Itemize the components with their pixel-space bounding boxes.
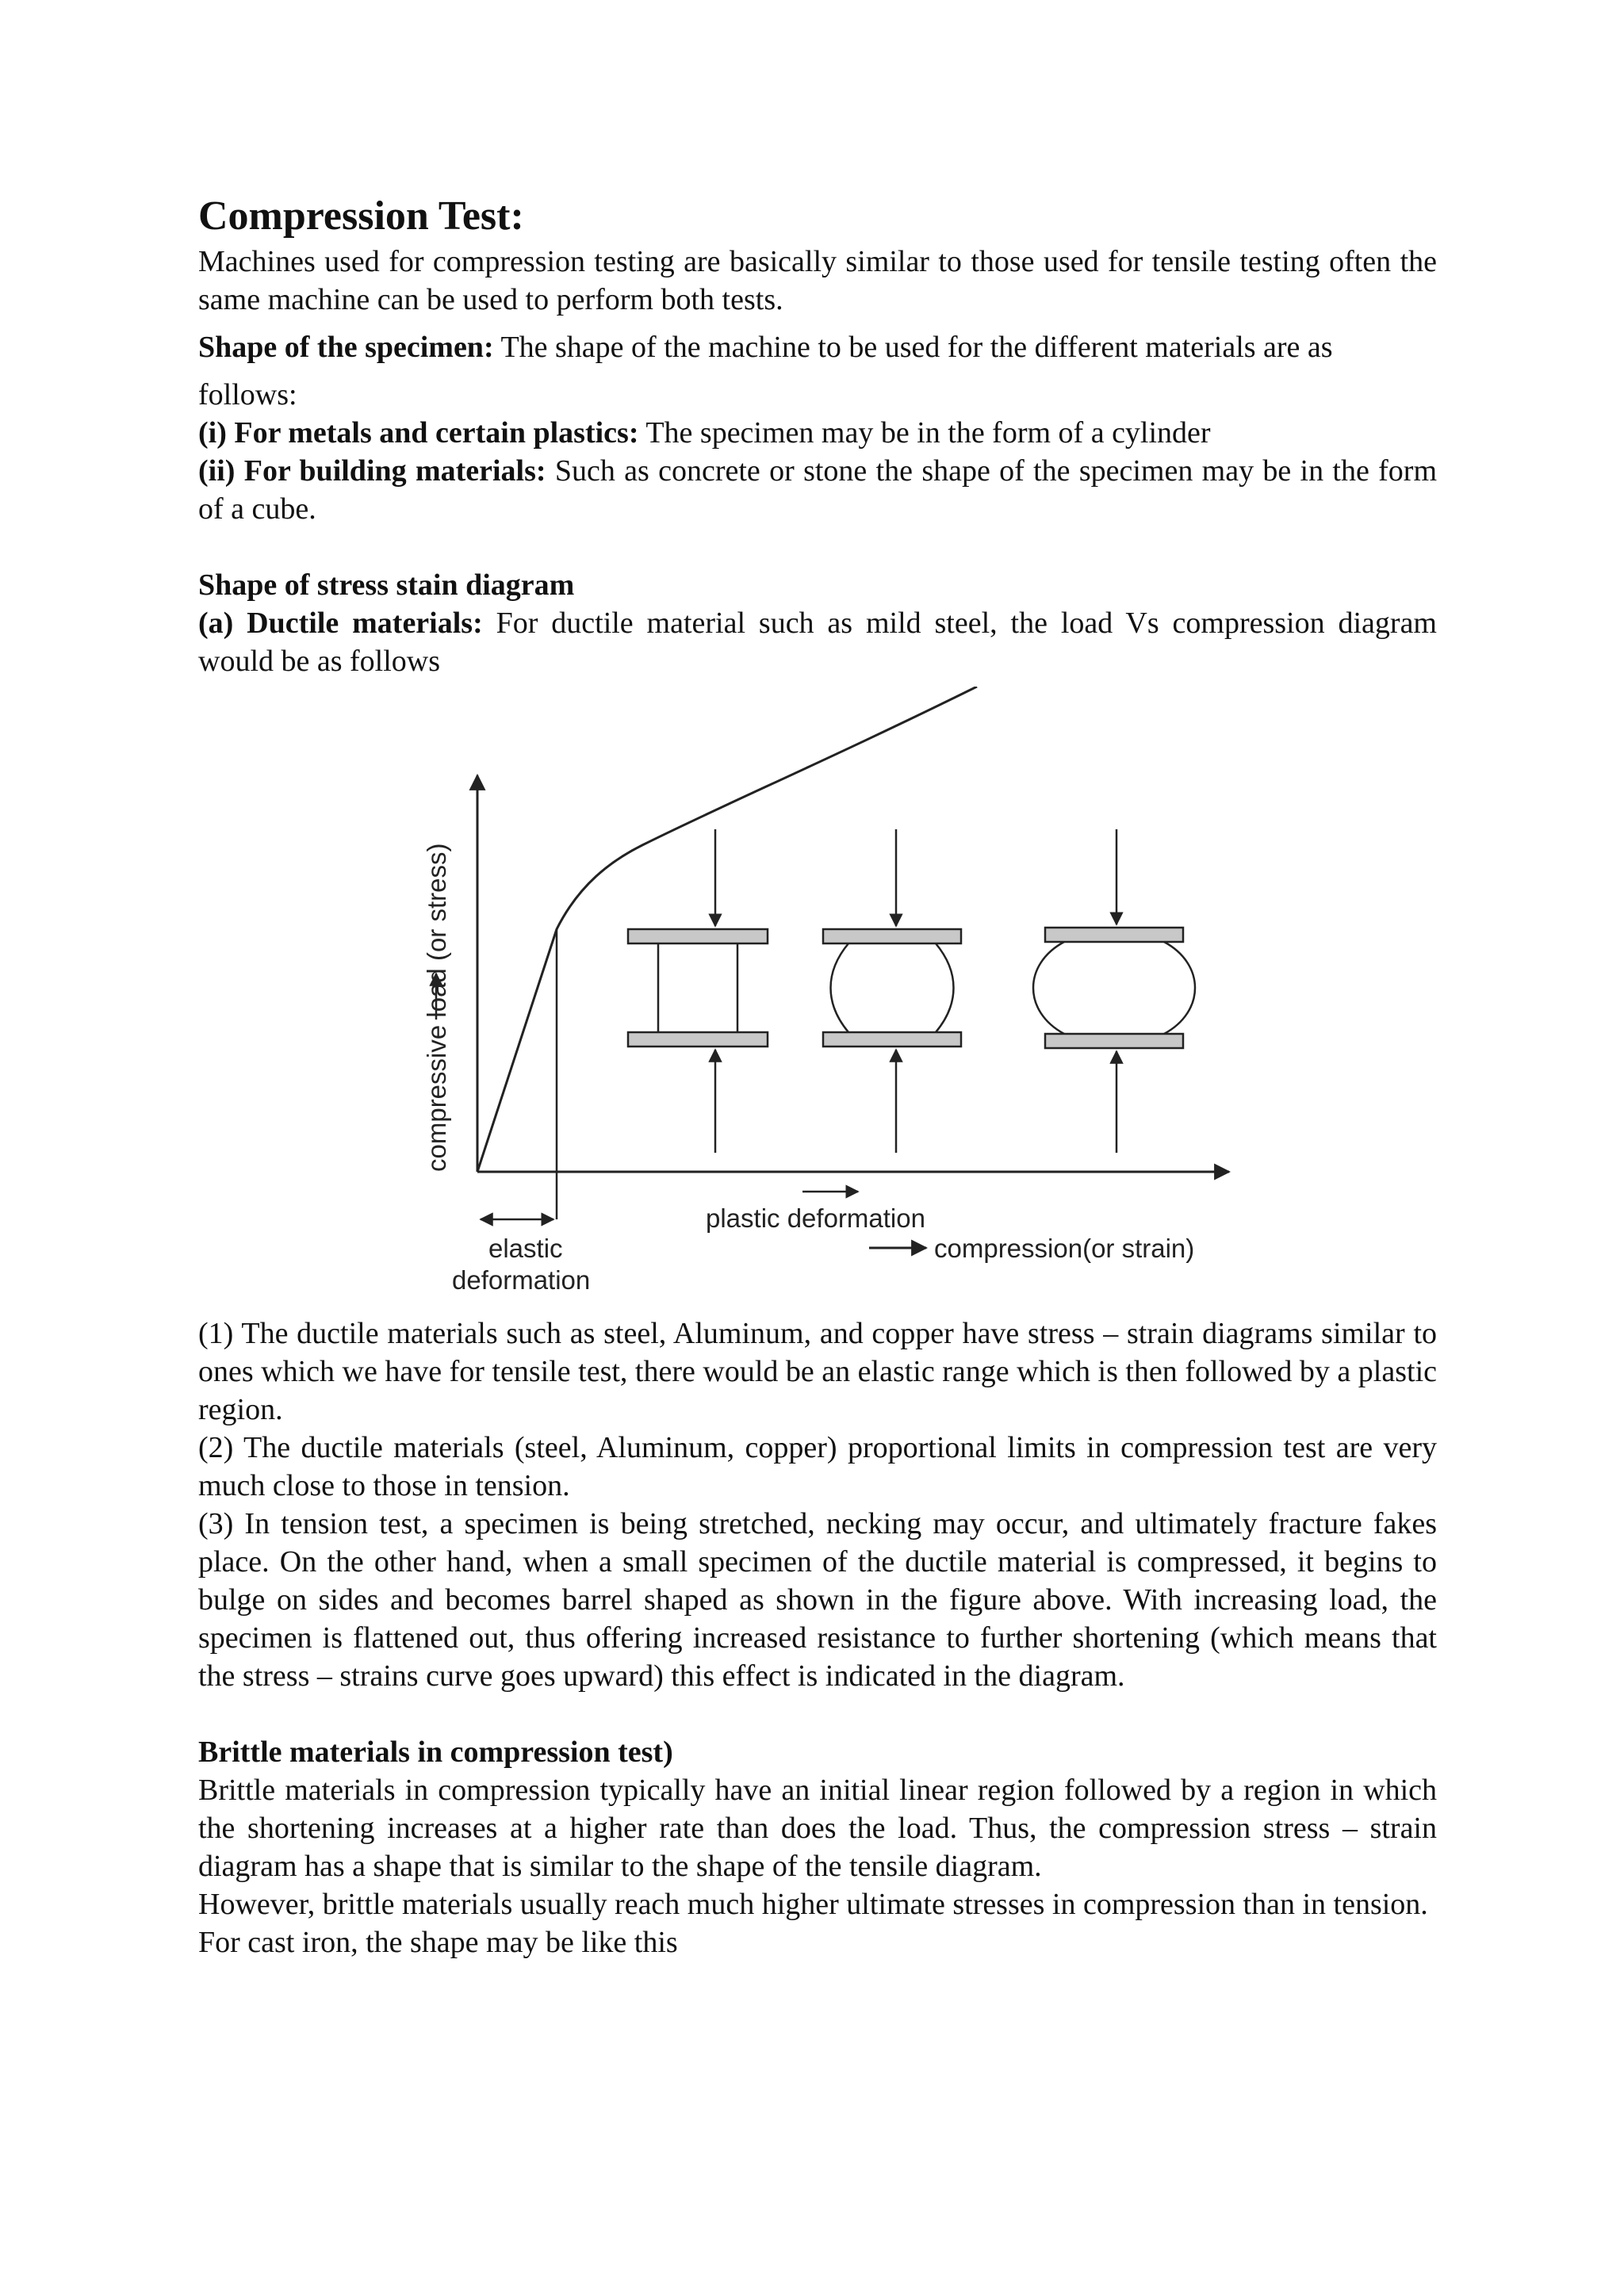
intro-paragraph: Machines used for compression testing are basically similar to those used for tensile testing often the same machine can be used to perform both tests. bbox=[198, 245, 1437, 316]
point-2: (2) The ductile materials (steel, Aluminum, copper) proportional limits in compression test are very much close to those in tension. bbox=[198, 1431, 1437, 1502]
specimen-shape-label: Shape of the specimen: bbox=[198, 331, 494, 364]
metals-text: The specimen may be in the form of a cylinder bbox=[645, 416, 1211, 450]
brittle-paragraph-3: For cast iron, the shape may be like this bbox=[198, 1926, 678, 1959]
specimen-undeformed bbox=[628, 829, 768, 1153]
brittle-heading: Brittle materials in compression test) bbox=[198, 1735, 673, 1769]
specimen-shape-paragraph bbox=[198, 328, 1437, 366]
specimen-barrel-large bbox=[1033, 829, 1195, 1153]
page-title: Compression Test: bbox=[198, 193, 524, 239]
ductile-paragraph bbox=[198, 604, 1437, 680]
point-1: (1) The ductile materials such as steel, Aluminum, and copper have stress – strain diagrams similar to ones which we have for tensile test, there would be an elastic range which is then followed by a plastic region. bbox=[198, 1317, 1437, 1426]
building-label: (ii) For building materials: bbox=[198, 454, 546, 488]
building-text: Such as concrete or stone the shape of the specimen may be in the form of a cube. bbox=[198, 454, 1438, 526]
specimen-shape-text: The shape of the machine to be used for the different materials are as bbox=[500, 331, 1333, 364]
load-compression-diagram bbox=[198, 687, 1437, 1314]
compression-label: compression(or strain) bbox=[934, 1234, 1195, 1263]
metals-label: (i) For metals and certain plastics: bbox=[198, 416, 639, 450]
stress-strain-heading: Shape of stress stain diagram bbox=[198, 568, 575, 602]
specimen-barrel-small bbox=[823, 829, 961, 1153]
point-3: (3) In tension test, a specimen is being stretched, necking may occur, and ultimately fracture fakes place. On the other hand, when a small specimen of the ductile material is compressed, it begins to bulge on sides and becomes barrel shaped as shown in the figure above. With increasing load, the specimen is flattened out, thus offering increased resistance to further shortening (which means that the stress – strains curve goes upward) this effect is indicated in the diagram. bbox=[198, 1507, 1437, 1693]
specimen-item-metals bbox=[198, 414, 1437, 452]
brittle-paragraph-1: Brittle materials in compression typically have an initial linear region followed by a region in which the shortening increases at a higher rate than does the load. Thus, the compression stress – strain diagram has a shape that is similar to the shape of the tensile diagram. bbox=[198, 1774, 1437, 1883]
y-axis-label: compressive load (or stress) bbox=[422, 843, 451, 1172]
brittle-paragraph-2: However, brittle materials usually reach much higher ultimate stresses in compression than in tension. bbox=[198, 1888, 1428, 1921]
specimen-item-building bbox=[198, 452, 1437, 528]
specimen-shape-continuation: follows: bbox=[198, 378, 297, 411]
elastic-label-line2: deformation bbox=[452, 1265, 591, 1295]
elastic-label-line1: elastic bbox=[488, 1234, 563, 1263]
plastic-deformation-label: plastic deformation bbox=[706, 1203, 925, 1233]
ductile-label: (a) Ductile materials: bbox=[198, 607, 483, 640]
ductile-text: For ductile material such as mild steel, the load Vs compression diagram would be as follows bbox=[198, 607, 1437, 678]
document-page bbox=[198, 190, 1437, 1961]
